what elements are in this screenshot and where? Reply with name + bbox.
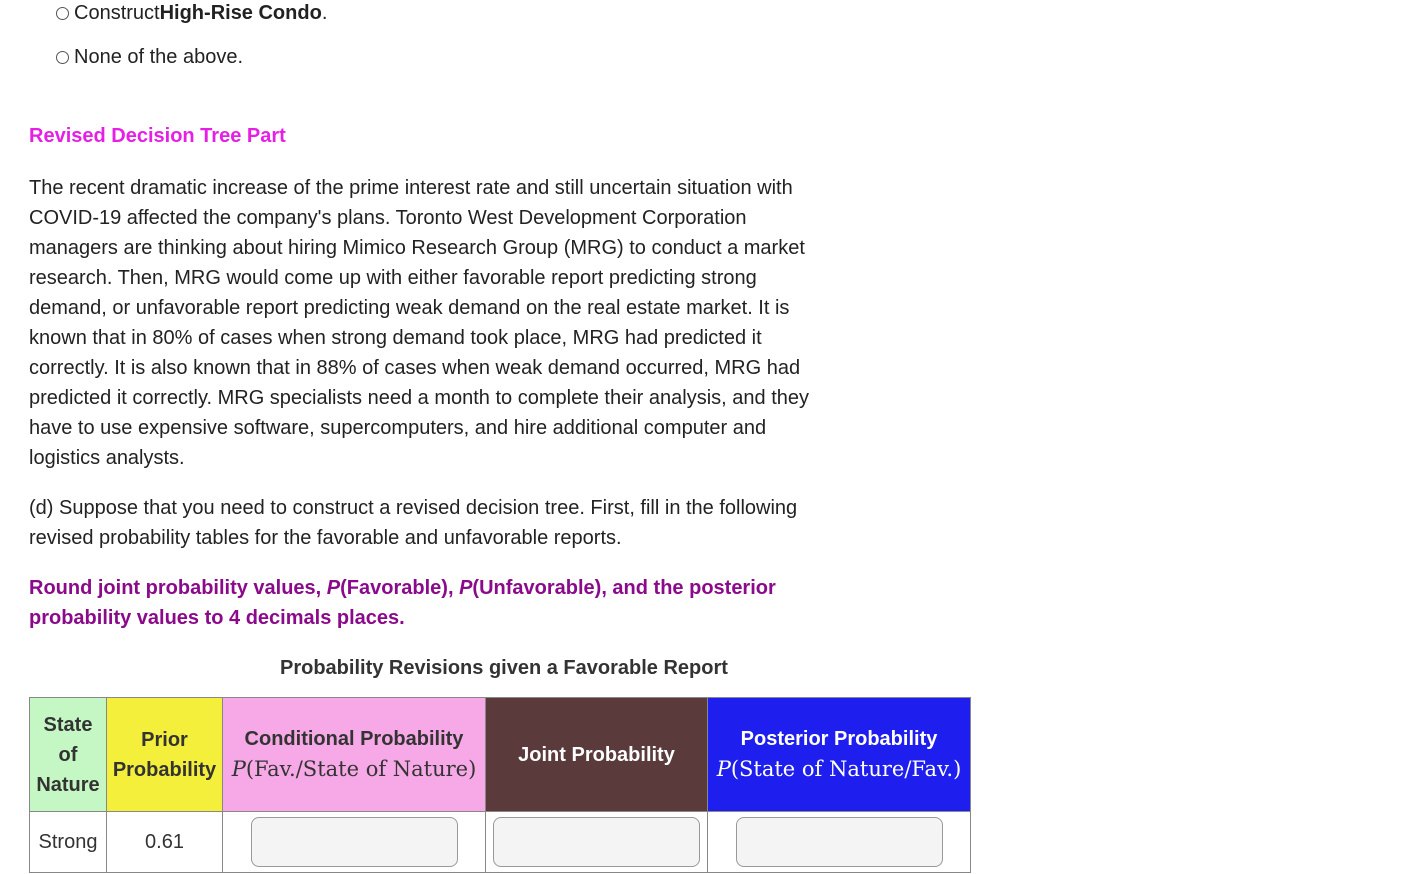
problem-paragraph: The recent dramatic increase of the prime interest rate and still uncertain situation with COVID-19 affected the company's plans. Toronto West Development Corporation managers are thinking about hiring Mimico Research Group (MRG) to conduct a market research. Then, MRG would come up with either favorable report predicting strong demand, or unfavorable report predicting weak demand on the real estate market. It is known that in 80% of cases when strong demand took place, MRG had predicted it correctly. It is also known that in 88% of cases when weak demand occurred, MRG had predicted it correctly. MRG specialists need a month to complete their analysis, and they have to use expensive software, supercomputers, and hire additional computer and logistics analysts. — [29, 177, 809, 469]
header-state-of-nature: State of Nature — [30, 698, 107, 812]
option-label: None of the above. — [74, 46, 244, 68]
cell-joint — [486, 812, 708, 873]
conditional-probability-input[interactable] — [251, 817, 458, 867]
header-joint-probability: Joint Probability — [486, 698, 708, 812]
table-caption: Probability Revisions given a Favorable Report — [280, 657, 728, 679]
header-posterior-probability: Posterior Probability P(State of Nature/Fav.) — [708, 698, 971, 812]
section-title: Revised Decision Tree Part — [29, 125, 286, 147]
option-suffix: . — [321, 2, 328, 24]
cell-posterior — [708, 812, 971, 873]
option-bold: High-Rise Condo — [159, 2, 322, 24]
header-prior-probability: Prior Probability — [107, 698, 223, 812]
probability-table — [29, 697, 971, 873]
option-none[interactable] — [56, 46, 243, 69]
radio-button[interactable] — [56, 51, 69, 64]
radio-button[interactable] — [56, 7, 69, 20]
cell-prior: 0.61 — [107, 812, 223, 873]
question-text: (d) Suppose that you need to construct a revised decision tree. First, fill in the following revised probability tables for the favorable and unfavorable reports. — [29, 497, 798, 549]
option-high-rise-condo[interactable] — [56, 2, 327, 25]
rounding-instruction: Round joint probability values, P(Favorable), P(Unfavorable), and the posterior probability values to 4 decimals places. — [29, 577, 776, 629]
posterior-probability-input[interactable] — [736, 817, 943, 867]
header-conditional-probability: Conditional Probability P(Fav./State of Nature) — [223, 698, 486, 812]
cell-conditional — [223, 812, 486, 873]
option-prefix: Construct — [74, 2, 160, 24]
joint-probability-input[interactable] — [493, 817, 700, 867]
cell-state: Strong — [30, 812, 107, 873]
table-row — [30, 812, 971, 873]
